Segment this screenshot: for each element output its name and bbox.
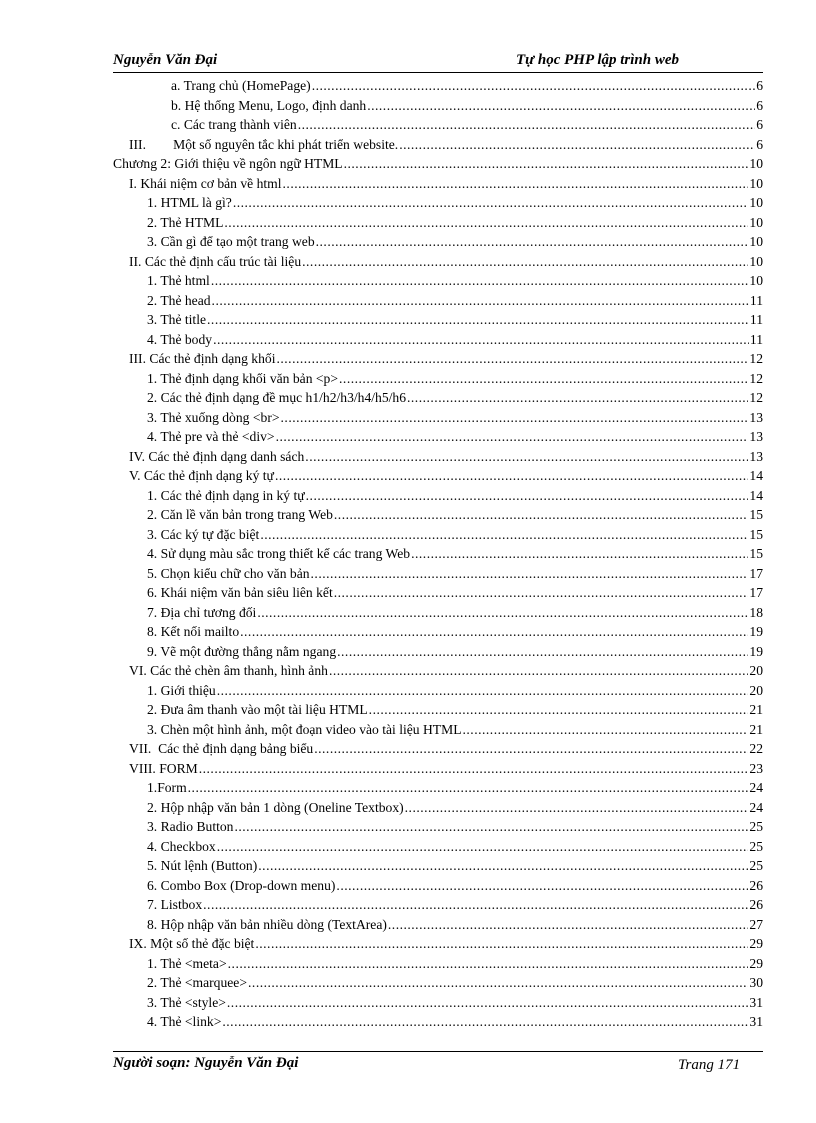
page-footer — [113, 1055, 763, 1075]
toc-entry-page: 6 — [756, 136, 763, 152]
toc-entry-title: IX. Một số thẻ đặc biệt — [129, 936, 255, 951]
toc-leader-dots — [255, 934, 748, 954]
toc-entry[interactable] — [113, 466, 763, 486]
toc-entry-title: 2. Các thẻ định dạng đề mục h1/h2/h3/h4/h5/h6 — [147, 390, 406, 405]
table-of-contents — [113, 76, 763, 1032]
toc-entry-title: VII. Các thẻ định dạng bảng biểu — [129, 741, 314, 756]
toc-entry-title: 2. Thẻ HTML — [147, 214, 224, 230]
toc-entry-title: 8. Kết nối mailto — [147, 624, 240, 639]
toc-entry[interactable] — [113, 856, 763, 876]
toc-leader-dots — [311, 564, 749, 584]
toc-leader-dots — [228, 954, 749, 974]
toc-entry-title: 4. Checkbox — [147, 838, 216, 854]
toc-entry-page: 29 — [749, 936, 763, 951]
toc-entry-title: 2. Thẻ head — [147, 292, 211, 308]
toc-entry-page: 6 — [756, 117, 763, 132]
toc-entry[interactable] — [113, 583, 763, 603]
toc-entry-page: 22 — [749, 741, 763, 756]
toc-entry[interactable] — [113, 252, 763, 272]
toc-entry-page: 13 — [749, 429, 763, 444]
toc-entry-page: 17 — [749, 585, 763, 600]
toc-entry-page: 12 — [749, 370, 763, 386]
toc-entry-title: Chương 2: Giới thiệu về ngôn ngữ HTML — [113, 156, 343, 171]
toc-entry-title: 2. Đưa âm thanh vào một tài liệu HTML — [147, 702, 368, 717]
toc-entry[interactable] — [113, 447, 763, 467]
toc-entry-title: 3. Thẻ <style> — [147, 994, 226, 1010]
toc-leader-dots — [411, 544, 748, 564]
toc-leader-dots — [407, 388, 748, 408]
toc-entry-title: 4. Thẻ <link> — [147, 1014, 222, 1029]
toc-leader-dots — [217, 837, 749, 857]
toc-entry[interactable] — [113, 954, 763, 974]
toc-entry-page: 30 — [749, 975, 763, 990]
toc-entry-title: 7. Listbox — [147, 897, 203, 912]
toc-entry[interactable] — [113, 115, 763, 135]
toc-entry[interactable] — [113, 739, 763, 759]
toc-entry-page: 25 — [749, 838, 763, 854]
toc-leader-dots — [463, 720, 749, 740]
toc-entry[interactable] — [113, 408, 763, 428]
toc-entry-title: c. Các trang thành viên — [171, 117, 297, 132]
toc-entry-page: 26 — [749, 877, 763, 893]
toc-entry-page: 14 — [749, 487, 763, 503]
header-author: Nguyễn Văn Đại — [113, 52, 218, 68]
toc-entry-title: 4. Sử dụng màu sắc trong thiết kế các trang Web — [147, 546, 411, 561]
toc-entry-title: VI. Các thẻ chèn âm thanh, hình ảnh — [129, 663, 328, 678]
toc-entry-page: 13 — [749, 409, 763, 425]
toc-entry-title: b. Hệ thống Menu, Logo, định danh — [171, 97, 367, 113]
toc-entry[interactable] — [113, 798, 763, 818]
footer-page-number: Trang 171 — [678, 1057, 741, 1073]
toc-entry[interactable] — [113, 96, 763, 116]
toc-leader-dots — [367, 96, 755, 116]
toc-entry-page: 15 — [749, 526, 763, 542]
toc-entry[interactable] — [113, 700, 763, 720]
toc-entry-title: 1. HTML là gì? — [147, 195, 232, 210]
toc-entry[interactable] — [113, 973, 763, 993]
toc-entry-page: 11 — [749, 292, 763, 308]
footer-author: Người soạn: Nguyễn Văn Đại — [113, 1055, 299, 1071]
toc-leader-dots — [276, 349, 748, 369]
toc-entry-title: 2. Căn lề văn bản trong trang Web — [147, 507, 333, 522]
toc-entry-page: 12 — [749, 351, 763, 366]
toc-leader-dots — [302, 252, 748, 272]
toc-leader-dots — [257, 603, 748, 623]
toc-entry[interactable] — [113, 193, 763, 213]
toc-entry[interactable] — [113, 876, 763, 896]
toc-entry-page: 10 — [749, 175, 763, 191]
toc-leader-dots — [344, 154, 749, 174]
toc-leader-dots — [233, 193, 749, 213]
toc-entry[interactable] — [113, 232, 763, 252]
toc-entry[interactable] — [113, 154, 763, 174]
toc-leader-dots — [213, 330, 749, 350]
toc-leader-dots — [399, 135, 755, 155]
toc-entry-title: 5. Nút lệnh (Button) — [147, 858, 258, 873]
toc-entry-title: 4. Thẻ pre và thẻ <div> — [147, 429, 275, 444]
toc-entry-page: 20 — [749, 682, 763, 698]
toc-entry-title: 4. Thẻ body — [147, 331, 213, 347]
toc-entry[interactable] — [113, 76, 763, 96]
toc-leader-dots — [283, 174, 749, 194]
toc-entry[interactable] — [113, 544, 763, 564]
page-header — [113, 52, 763, 72]
toc-leader-dots — [260, 525, 748, 545]
toc-entry-title: 1.Form — [147, 780, 187, 795]
toc-entry[interactable] — [113, 603, 763, 623]
toc-leader-dots — [222, 1012, 748, 1032]
toc-entry[interactable] — [113, 681, 763, 701]
toc-entry-title: III. Các thẻ định dạng khối — [129, 351, 276, 366]
toc-entry[interactable] — [113, 915, 763, 935]
toc-leader-dots — [258, 856, 748, 876]
toc-entry-title: 3. Thẻ xuống dòng <br> — [147, 409, 280, 425]
toc-leader-dots — [369, 700, 749, 720]
toc-entry-page: 23 — [749, 760, 763, 776]
toc-leader-dots — [224, 213, 748, 233]
toc-entry-page: 17 — [749, 565, 763, 581]
toc-entry-page: 19 — [749, 624, 763, 639]
toc-entry-title: 1. Thẻ định dạng khối văn bản <p> — [147, 370, 339, 386]
toc-entry[interactable] — [113, 720, 763, 740]
toc-entry-title: I. Khái niệm cơ bản về html — [129, 175, 282, 191]
toc-entry-page: 14 — [749, 468, 763, 483]
toc-leader-dots — [207, 310, 749, 330]
toc-leader-dots — [337, 642, 748, 662]
toc-entry[interactable] — [113, 388, 763, 408]
toc-entry-page: 11 — [749, 312, 763, 327]
toc-leader-dots — [305, 447, 748, 467]
toc-entry-page: 24 — [749, 780, 763, 795]
toc-entry-title: 1. Thẻ <meta> — [147, 955, 227, 971]
toc-leader-dots — [199, 759, 749, 779]
toc-leader-dots — [334, 583, 749, 603]
toc-entry-title: 7. Địa chỉ tương đối — [147, 604, 257, 620]
toc-entry-title: 9. Vẽ một đường thẳng nằm ngang — [147, 643, 337, 659]
toc-entry[interactable] — [113, 330, 763, 350]
toc-leader-dots — [188, 778, 749, 798]
toc-entry-page: 12 — [749, 390, 763, 405]
toc-leader-dots — [217, 681, 749, 701]
toc-entry-title: 3. Cần gì để tạo một trang web — [147, 234, 315, 249]
toc-entry-page: 21 — [749, 702, 763, 717]
toc-leader-dots — [388, 915, 749, 935]
toc-leader-dots — [276, 427, 749, 447]
toc-entry-page: 15 — [749, 507, 763, 522]
toc-leader-dots — [334, 505, 749, 525]
toc-leader-dots — [240, 622, 748, 642]
toc-entry[interactable] — [113, 759, 763, 779]
toc-entry-title: II. Các thẻ định cấu trúc tài liệu — [129, 253, 302, 269]
header-book-title: Tự học PHP lập trình web — [516, 52, 680, 68]
toc-entry-page: 10 — [749, 234, 763, 249]
toc-entry-title: 5. Chọn kiểu chữ cho văn bản — [147, 565, 310, 581]
toc-leader-dots — [227, 993, 749, 1013]
footer-rule — [113, 1051, 763, 1052]
toc-entry-title: 1. Thẻ html — [147, 273, 210, 288]
toc-entry-title: V. Các thẻ định dạng ký tự — [129, 468, 274, 483]
toc-entry[interactable] — [113, 778, 763, 798]
toc-entry-title: 2. Hộp nhập văn bản 1 dòng (Oneline Textbox) — [147, 799, 404, 815]
toc-entry[interactable] — [113, 291, 763, 311]
toc-leader-dots — [298, 115, 756, 135]
toc-leader-dots — [405, 798, 749, 818]
toc-entry[interactable] — [113, 505, 763, 525]
toc-entry-page: 21 — [749, 721, 763, 737]
toc-entry-page: 10 — [749, 156, 763, 171]
toc-entry[interactable] — [113, 895, 763, 915]
toc-leader-dots — [275, 466, 748, 486]
toc-entry-title: 6. Khái niệm văn bản siêu liên kết — [147, 585, 333, 600]
toc-entry-page: 18 — [749, 604, 763, 620]
toc-entry[interactable] — [113, 349, 763, 369]
toc-entry[interactable] — [113, 525, 763, 545]
toc-leader-dots — [329, 661, 748, 681]
toc-entry[interactable] — [113, 993, 763, 1013]
toc-entry-title: 3. Radio Button — [147, 819, 234, 834]
toc-entry-page: 27 — [749, 916, 763, 932]
toc-entry[interactable] — [113, 369, 763, 389]
toc-leader-dots — [281, 408, 749, 428]
toc-entry-title: VIII. FORM — [129, 760, 198, 776]
toc-entry-page: 25 — [749, 858, 763, 873]
toc-leader-dots — [336, 876, 748, 896]
toc-entry-title: 2. Thẻ <marquee> — [147, 975, 248, 990]
toc-entry-page: 13 — [749, 448, 763, 464]
toc-entry-title: a. Trang chủ (HomePage) — [171, 78, 311, 93]
toc-entry-title: 3. Các ký tự đặc biệt — [147, 526, 260, 542]
toc-entry[interactable] — [113, 1012, 763, 1032]
toc-entry-page: 19 — [749, 643, 763, 659]
toc-entry[interactable] — [113, 135, 763, 155]
toc-leader-dots — [339, 369, 748, 389]
toc-entry[interactable] — [113, 310, 763, 330]
toc-entry-page: 31 — [749, 994, 763, 1010]
toc-entry[interactable] — [113, 661, 763, 681]
toc-entry[interactable] — [113, 817, 763, 837]
toc-entry[interactable] — [113, 934, 763, 954]
toc-entry-page: 25 — [749, 819, 763, 834]
toc-leader-dots — [203, 895, 748, 915]
toc-leader-dots — [211, 271, 749, 291]
toc-entry[interactable] — [113, 427, 763, 447]
toc-leader-dots — [234, 817, 748, 837]
header-rule — [113, 72, 763, 73]
toc-leader-dots — [306, 486, 749, 506]
toc-leader-dots — [316, 232, 749, 252]
toc-entry-page: 26 — [749, 897, 763, 912]
toc-entry-title: 1. Các thẻ định dạng in ký tự — [147, 487, 305, 503]
toc-entry-page: 29 — [749, 955, 763, 971]
toc-entry-page: 15 — [749, 546, 763, 561]
toc-entry-page: 10 — [749, 253, 763, 269]
toc-entry-title: 3. Chèn một hình ảnh, một đoạn video vào tài liệu HTML — [147, 721, 462, 737]
toc-entry-page: 20 — [749, 663, 763, 678]
toc-entry-title: 3. Thẻ title — [147, 312, 207, 327]
toc-entry-page: 6 — [756, 97, 763, 113]
toc-entry-title: 1. Giới thiệu — [147, 682, 216, 698]
toc-entry[interactable] — [113, 174, 763, 194]
toc-leader-dots — [212, 291, 749, 311]
toc-entry-page: 10 — [749, 214, 763, 230]
toc-entry-page: 10 — [749, 273, 763, 288]
toc-entry-page: 24 — [749, 799, 763, 815]
toc-entry[interactable] — [113, 622, 763, 642]
toc-leader-dots — [248, 973, 748, 993]
toc-leader-dots — [312, 76, 756, 96]
toc-entry[interactable] — [113, 213, 763, 233]
toc-entry-page: 6 — [756, 78, 763, 93]
toc-entry-title: IV. Các thẻ định dạng danh sách — [129, 448, 305, 464]
toc-entry-title: 6. Combo Box (Drop-down menu) — [147, 877, 336, 893]
toc-entry-page: 31 — [749, 1014, 763, 1029]
toc-entry-page: 10 — [749, 195, 763, 210]
toc-entry-title: 8. Hộp nhập văn bản nhiều dòng (TextArea) — [147, 916, 387, 932]
toc-entry[interactable] — [113, 271, 763, 291]
toc-entry[interactable] — [113, 486, 763, 506]
toc-leader-dots — [314, 739, 748, 759]
toc-entry-title: III. Một số nguyên tắc khi phát triển website. — [129, 136, 399, 152]
toc-entry-page: 11 — [749, 331, 763, 347]
toc-entry[interactable] — [113, 837, 763, 857]
toc-entry[interactable] — [113, 564, 763, 584]
toc-entry[interactable] — [113, 642, 763, 662]
